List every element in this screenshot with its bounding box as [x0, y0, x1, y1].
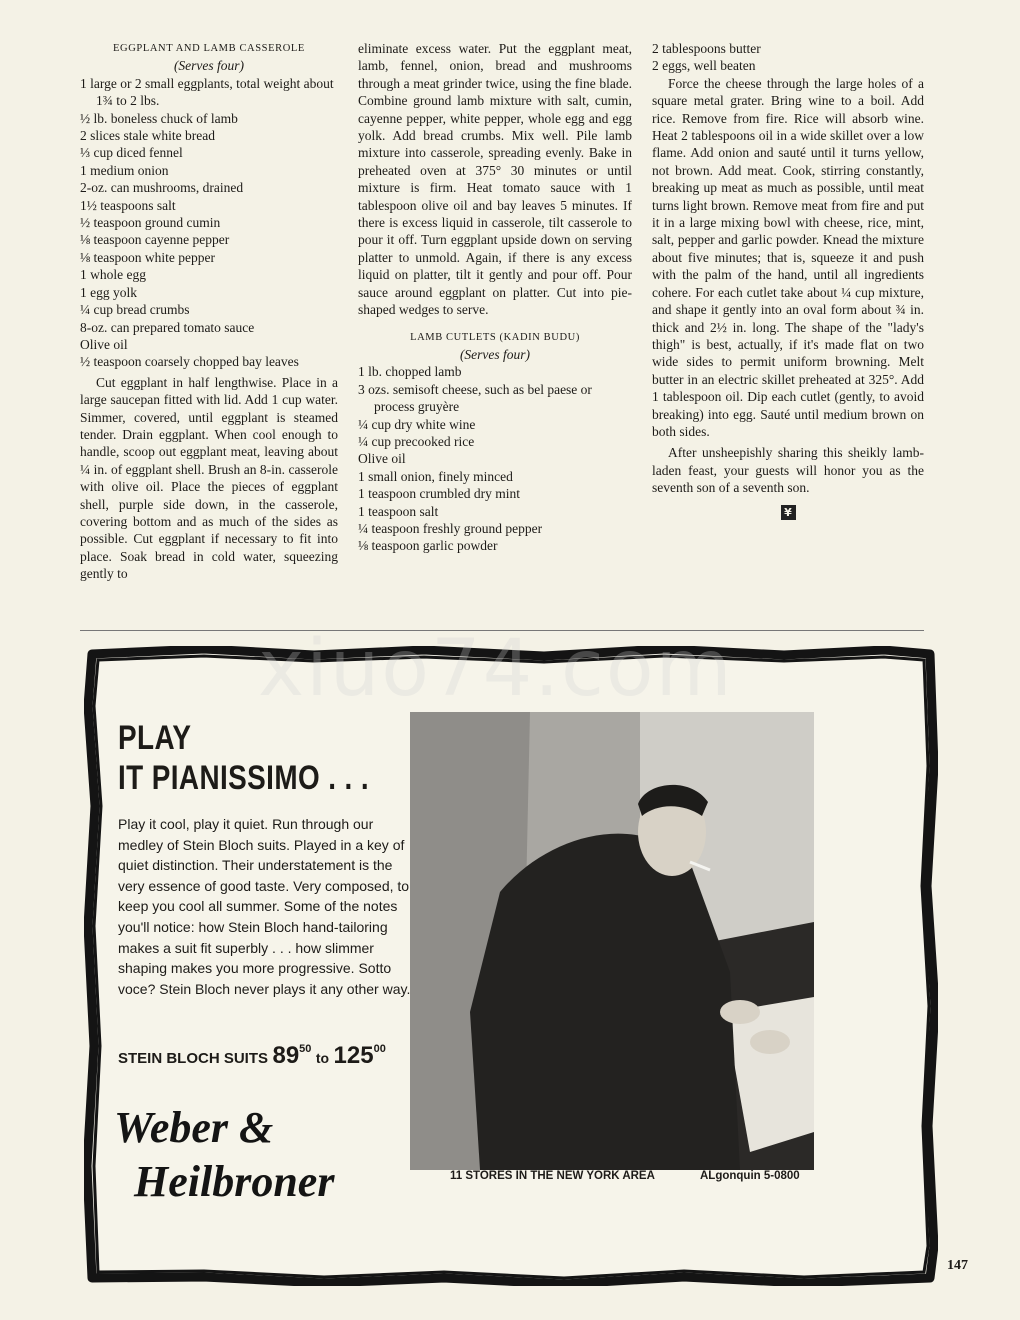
recipe-title: LAMB CUTLETS (KADIN BUDU)	[410, 331, 580, 343]
svg-text:Heilbroner: Heilbroner	[134, 1157, 335, 1206]
ingredient-item: ¼ teaspoon freshly ground pepper	[358, 520, 543, 536]
ingredient-item: 1 lb. chopped lamb	[358, 364, 462, 380]
column-1	[80, 40, 338, 583]
ingredient-item: 2 slices stale white bread	[80, 128, 215, 144]
ad-headline	[118, 718, 369, 798]
ingredient-item: ½ teaspoon coarsely chopped bay leaves	[80, 354, 299, 370]
ingredient-item: 1 teaspoon crumbled dry mint	[358, 486, 520, 502]
ingredient-item: 1 teaspoon salt	[358, 503, 439, 519]
ingredient-item: 3 ozs. semisoft cheese, such as bel paese or process gruyère	[358, 381, 592, 415]
price-high-cents: 00	[373, 1043, 386, 1055]
ingredient-list-continued	[652, 40, 924, 75]
weber-heilbroner-logo	[108, 1096, 378, 1206]
ingredient-item: 2 tablespoons butter	[652, 41, 761, 56]
price-low-cents: 50	[299, 1043, 312, 1055]
ingredient-item: 1 egg yolk	[80, 284, 137, 300]
price-label: STEIN BLOCH SUITS	[118, 1050, 269, 1067]
ingredient-item: Olive oil	[80, 336, 128, 352]
ingredient-item: ⅓ cup diced fennel	[80, 145, 183, 161]
price-high: 125	[333, 1042, 374, 1069]
ingredient-item: 1 small onion, finely minced	[358, 468, 513, 484]
ingredient-item: 8-oz. can prepared tomato sauce	[80, 319, 255, 335]
headline-line-1: PLAY	[118, 719, 192, 757]
recipe-method: Cut eggplant in half lengthwise. Place in a large saucepan fitted with lid. Add 1 cup water. Simmer, covered, until eggplant is steamed tender. Drain eggplant. When cool enough to handle, scoop out eggplant meat, leaving about ¼ in. of eggplant shell. Brush an 8-in. casserole with olive oil. Place the pieces of eggplant shell, purple side down, in the casserole, covering bottom and as much of the sides as possible. Cut eggplant if necessary to fit into place. Soak bread in cold water, squeezing gently to	[80, 374, 338, 582]
ingredient-list	[358, 363, 632, 554]
ad-body-copy: Play it cool, play it quiet. Run through our medley of Stein Bloch suits. Played in a key of quiet distinction. Their understatement is the very essence of good taste. Very composed, to keep you cool all summer. Some of the notes you'll notice: how Stein Bloch hand-tailoring makes a suit fit superbly . . . how slimmer shaping makes you more progressive. Sotto voce? Stein Bloch never plays it any other way.	[118, 816, 411, 997]
phone-number: ALgonquin 5-0800	[700, 1170, 800, 1182]
watermark: xiuo74.com	[258, 624, 734, 714]
end-mark	[652, 503, 924, 520]
advertisement	[84, 646, 938, 1286]
price-low: 89	[272, 1042, 300, 1069]
ingredient-item: ¼ cup bread crumbs	[80, 302, 190, 318]
pianist-photo	[410, 712, 814, 1170]
page-number: 147	[947, 1258, 968, 1273]
recipe-method-continued: eliminate excess water. Put the eggplant meat, lamb, fennel, onion, bread and mushrooms through a meat grinder twice, using the fine blade. Combine ground lamb mixture with salt, cumin, cayenne pepper, white pepper, whole egg and egg yolk. Add bread crumbs. Mix well. Pile lamb mixture into casserole, spreading evenly. Bake in preheated oven at 375° 30 minutes or until mixture is firm. Heat tomato sauce with 1 tablespoon olive oil and bay leaves 5 minutes. If there is excess liquid in casserole, tilt casserole to pour it off. Turn eggplant upside down on serving platter to unmold. Again, if there is any excess liquid on platter, tilt it gently and pour off. Pour sauce around eggplant on platter. Cut into pie-shaped wedges to serve.	[358, 41, 632, 318]
ingredient-item: ½ lb. boneless chuck of lamb	[80, 110, 238, 126]
price-to: to	[315, 1050, 330, 1066]
svg-text:Weber &: Weber &	[114, 1103, 274, 1152]
closing-paragraph: After unsheepishly sharing this sheikly lamb-laden feast, your guests will honor you as the seventh son of a seventh son.	[652, 445, 924, 496]
ingredient-item: ¼ cup dry white wine	[358, 416, 476, 432]
ingredient-item: 1½ teaspoons salt	[80, 197, 176, 213]
ingredient-item: ⅛ teaspoon garlic powder	[358, 538, 498, 554]
column-3	[652, 40, 924, 520]
ingredient-item: ¼ cup precooked rice	[358, 433, 475, 449]
ingredient-item: 1 whole egg	[80, 267, 146, 283]
recipe-serves: (Serves four)	[459, 346, 531, 362]
recipe-title: EGGPLANT AND LAMB CASSEROLE	[113, 43, 305, 54]
recipe-serves: (Serves four)	[173, 58, 245, 74]
rabbit-head-icon: ¥	[781, 505, 796, 520]
headline-line-2: IT PIANISSIMO . . .	[118, 759, 369, 797]
ingredient-item: ⅛ teaspoon cayenne pepper	[80, 232, 230, 248]
column-2	[358, 40, 632, 555]
ingredient-item: 2 eggs, well beaten	[652, 58, 756, 74]
recipe-method: Force the cheese through the large holes of a square metal grater. Bring wine to a boil. Add rice. Remove from fire. Rice will absorb wine. Heat 2 tablespoons oil in a wide skillet over a low flame. Add onion and sauté until it turns yellow, not brown. Add meat. Cook, stirring constantly, breaking up meat as much as possible, until meat turns light brown. Remove meat from fire and put it in a large mixing bowl with cheese, rice, mint, salt, pepper and garlic powder. Knead the mixture about five minutes; that is, squeeze it and push with the palm of the hand, until all ingredients cohere. For each cutlet take about ¼ cup mixture, and shape it gently into an oval form about ¾ in. thick and 2½ in. long. The shape of the "lady's thigh" is best, actually, if it's made flat on two wide sides to permit uniform browning. Melt butter in an electric skillet preheated at 325°. Add 1 tablespoon oil. Dip each cutlet (gently, to avoid breaking) into egg. Sauté until medium brown on both sides.	[652, 75, 924, 439]
ingredient-item: 2-oz. can mushrooms, drained	[80, 180, 244, 196]
ingredient-item: ⅛ teaspoon white pepper	[80, 249, 215, 265]
ingredient-item: Olive oil	[358, 451, 406, 467]
stores-line: 11 STORES IN THE NEW YORK AREA	[450, 1170, 655, 1182]
ingredient-list	[80, 75, 338, 371]
price-line	[118, 1042, 386, 1070]
ingredient-item: ½ teaspoon ground cumin	[80, 215, 221, 231]
ingredient-item: 1 medium onion	[80, 162, 169, 178]
ingredient-item: 1 large or 2 small eggplants, total weight about 1¾ to 2 lbs.	[80, 75, 334, 109]
